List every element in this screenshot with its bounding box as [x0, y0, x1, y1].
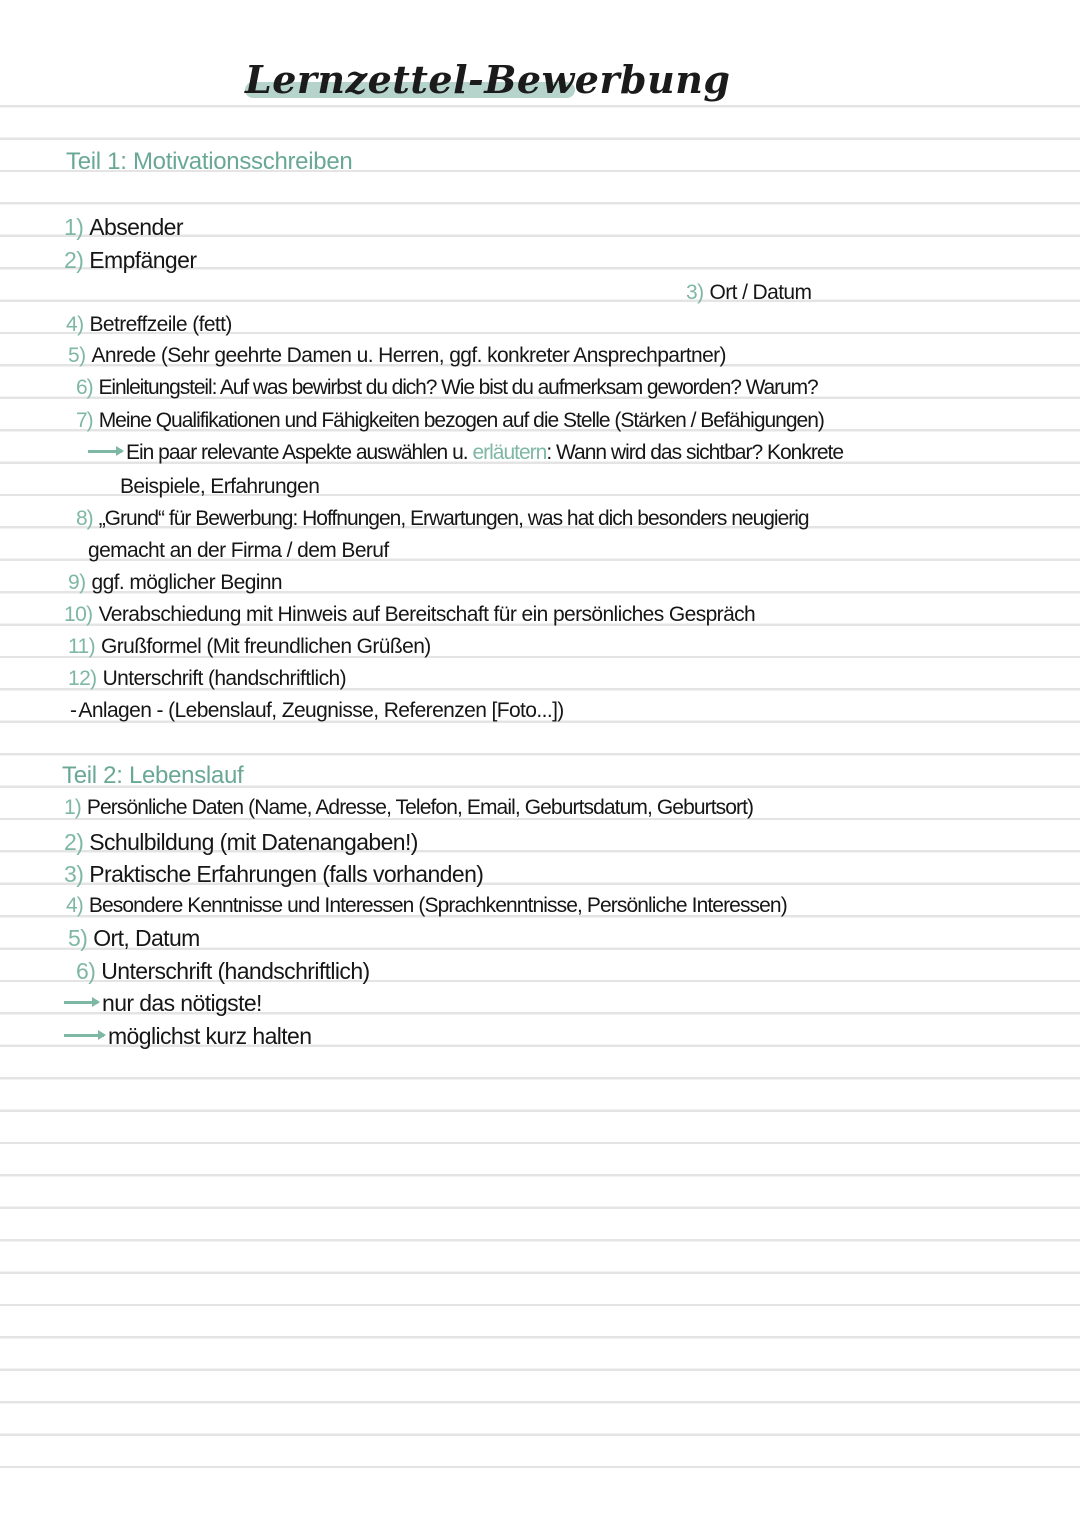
item-text: ggf. möglicher Beginn	[91, 571, 283, 594]
section-heading-lebenslauf: Teil 2: Lebenslauf	[62, 762, 244, 789]
item-text: Persönliche Daten (Name, Adresse, Telefon, Email, Geburtsdatum, Geburtsort)	[86, 796, 754, 819]
item-text: Praktische Erfahrungen (falls vorhanden)	[89, 861, 484, 887]
note-text: nur das nötigste!	[102, 990, 262, 1016]
item-number: 3)	[64, 861, 84, 887]
list-item	[64, 828, 418, 856]
item-number: 8)	[76, 507, 93, 530]
item-number: 11)	[68, 635, 95, 658]
item-number: 6)	[76, 376, 93, 399]
item-text: „Grund“ für Bewerbung: Hoffnungen, Erwartungen, was hat dich besonders neugierig	[98, 507, 809, 530]
arrow-right-icon	[64, 1034, 104, 1037]
list-item	[68, 569, 282, 597]
list-item	[68, 342, 726, 370]
item-number: 5)	[68, 344, 86, 367]
item-text: Ort, Datum	[93, 925, 200, 951]
item-number: 9)	[68, 571, 86, 594]
list-item	[64, 794, 753, 822]
item-number: 3)	[686, 281, 704, 304]
item-text: Einleitungsteil: Auf was bewirbst du dich? Wie bist du aufmerksam geworden? Warum?	[98, 376, 818, 399]
list-item-continuation: gemacht an der Firma / dem Beruf	[88, 539, 389, 562]
item-bullet: -	[70, 699, 77, 722]
note-item	[64, 1022, 311, 1050]
item-text: Ort / Datum	[709, 281, 812, 304]
item-number: 7)	[76, 409, 93, 432]
list-item	[64, 213, 183, 241]
list-item	[70, 697, 564, 725]
item-text: Empfänger	[89, 247, 197, 273]
item-text: Besondere Kenntnisse und Interessen (Sprachkenntnisse, Persönliche Interessen)	[88, 894, 787, 917]
item-number: 1)	[64, 796, 81, 819]
item-number: 4)	[66, 894, 83, 917]
section-heading-motivationsschreiben: Teil 1: Motivationsschreiben	[66, 148, 353, 175]
list-item	[686, 279, 811, 307]
item-number: 5)	[68, 925, 88, 951]
item-number: 6)	[76, 958, 96, 984]
list-item-continuation: Beispiele, Erfahrungen	[120, 475, 320, 498]
item-text: Unterschrift (handschriftlich)	[101, 958, 370, 984]
item-text: Anlagen - (Lebenslauf, Zeugnisse, Referenzen [Foto...])	[78, 699, 564, 722]
item-number: 2)	[64, 247, 84, 273]
list-item	[66, 311, 232, 339]
list-item	[64, 601, 755, 629]
item-number: 10)	[64, 603, 93, 626]
arrow-right-icon	[64, 1001, 98, 1004]
item-number: 12)	[68, 667, 97, 690]
highlighted-word: erläutern	[472, 441, 547, 464]
item-text: Ein paar relevante Aspekte auswählen u.	[126, 441, 468, 464]
list-item	[68, 924, 200, 952]
item-text: Meine Qualifikationen und Fähigkeiten bezogen auf die Stelle (Stärken / Befähigungen)	[98, 409, 824, 432]
list-item	[64, 246, 196, 274]
list-item	[76, 505, 809, 533]
list-item	[76, 407, 824, 435]
item-text: Unterschrift (handschriftlich)	[102, 667, 346, 690]
note-text: möglichst kurz halten	[108, 1023, 312, 1049]
item-number: 4)	[66, 313, 84, 336]
list-item	[68, 665, 346, 693]
item-text: Schulbildung (mit Datenangaben!)	[89, 829, 418, 855]
item-text: Grußformel (Mit freundlichen Grüßen)	[101, 635, 431, 658]
item-text: Betreffzeile (fett)	[89, 313, 232, 336]
page-title	[245, 52, 730, 108]
list-item	[88, 439, 843, 467]
list-item	[68, 633, 431, 661]
title-text: Lernzettel-Bewerbung	[245, 57, 731, 102]
item-number: 2)	[64, 829, 84, 855]
note-item	[64, 989, 262, 1017]
item-text: : Wann wird das sichtbar? Konkrete	[546, 441, 844, 464]
bottom-margin	[0, 1470, 1080, 1527]
item-text: Verabschiedung mit Hinweis auf Bereitschaft für ein persönliches Gespräch	[98, 603, 756, 626]
list-item	[76, 374, 818, 402]
arrow-right-icon	[88, 450, 122, 453]
list-item	[66, 892, 787, 920]
list-item	[64, 860, 483, 888]
item-text: Anrede (Sehr geehrte Damen u. Herren, ggf. konkreter Ansprechpartner)	[91, 344, 726, 367]
list-item	[76, 957, 370, 985]
item-number: 1)	[64, 214, 84, 240]
item-text: Absender	[89, 214, 183, 240]
